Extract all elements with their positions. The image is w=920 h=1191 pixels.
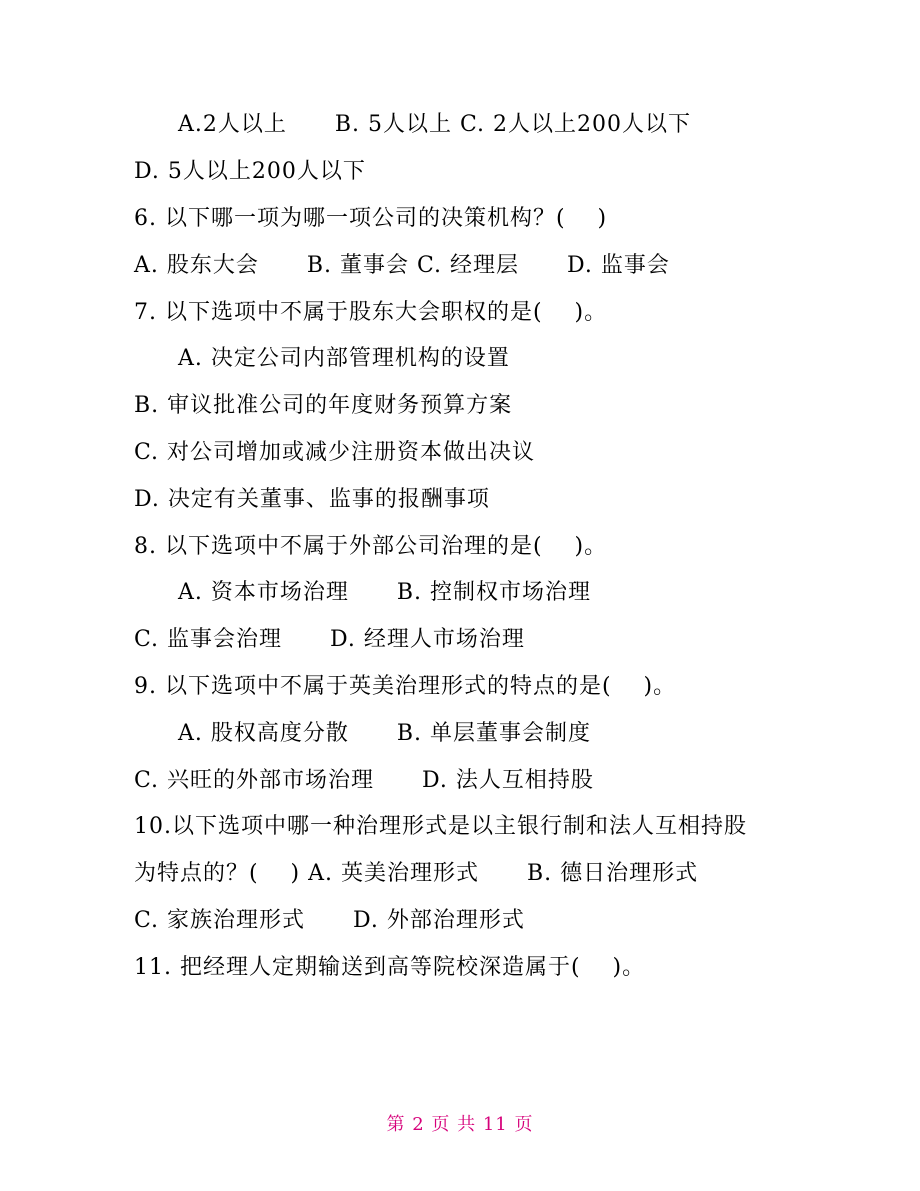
- q9-options-ab: A. 股权高度分散 B. 单层董事会制度: [178, 721, 591, 746]
- q5-option-d: D. 5人以上200人以下: [134, 159, 366, 184]
- q7-option-c: C. 对公司增加或减少注册资本做出决议: [134, 440, 536, 465]
- q10-question-line1: 10.以下选项中哪一种治理形式是以主银行制和法人互相持股: [134, 814, 747, 839]
- q8-options-cd: C. 监事会治理 D. 经理人市场治理: [134, 627, 525, 652]
- q7-option-d: D. 决定有关董事、监事的报酬事项: [134, 487, 490, 512]
- q9-question: 9. 以下选项中不属于英美治理形式的特点的是( )。: [134, 674, 677, 699]
- q7-option-a: A. 决定公司内部管理机构的设置: [178, 346, 510, 371]
- q8-question: 8. 以下选项中不属于外部公司治理的是( )。: [134, 534, 608, 559]
- q7-option-b: B. 审议批准公司的年度财务预算方案: [134, 393, 513, 418]
- q6-question: 6. 以下哪一项为哪一项公司的决策机构？( ): [134, 206, 608, 231]
- page-number-footer: 第 2 页 共 11 页: [386, 1114, 534, 1135]
- q10-question-line2: 为特点的？( ) A. 英美治理形式 B. 德日治理形式: [134, 861, 699, 886]
- q6-options: A. 股东大会 B. 董事会 C. 经理层 D. 监事会: [134, 253, 670, 278]
- q7-question: 7. 以下选项中不属于股东大会职权的是( )。: [134, 300, 608, 325]
- q9-options-cd: C. 兴旺的外部市场治理 D. 法人互相持股: [134, 768, 594, 793]
- q10-options-cd: C. 家族治理形式 D. 外部治理形式: [134, 908, 525, 933]
- q8-options-ab: A. 资本市场治理 B. 控制权市场治理: [178, 580, 591, 605]
- q5-options-abc: A.2人以上 B. 5人以上 C. 2人以上200人以下: [178, 112, 692, 137]
- q11-question: 11. 把经理人定期输送到高等院校深造属于( )。: [134, 955, 646, 980]
